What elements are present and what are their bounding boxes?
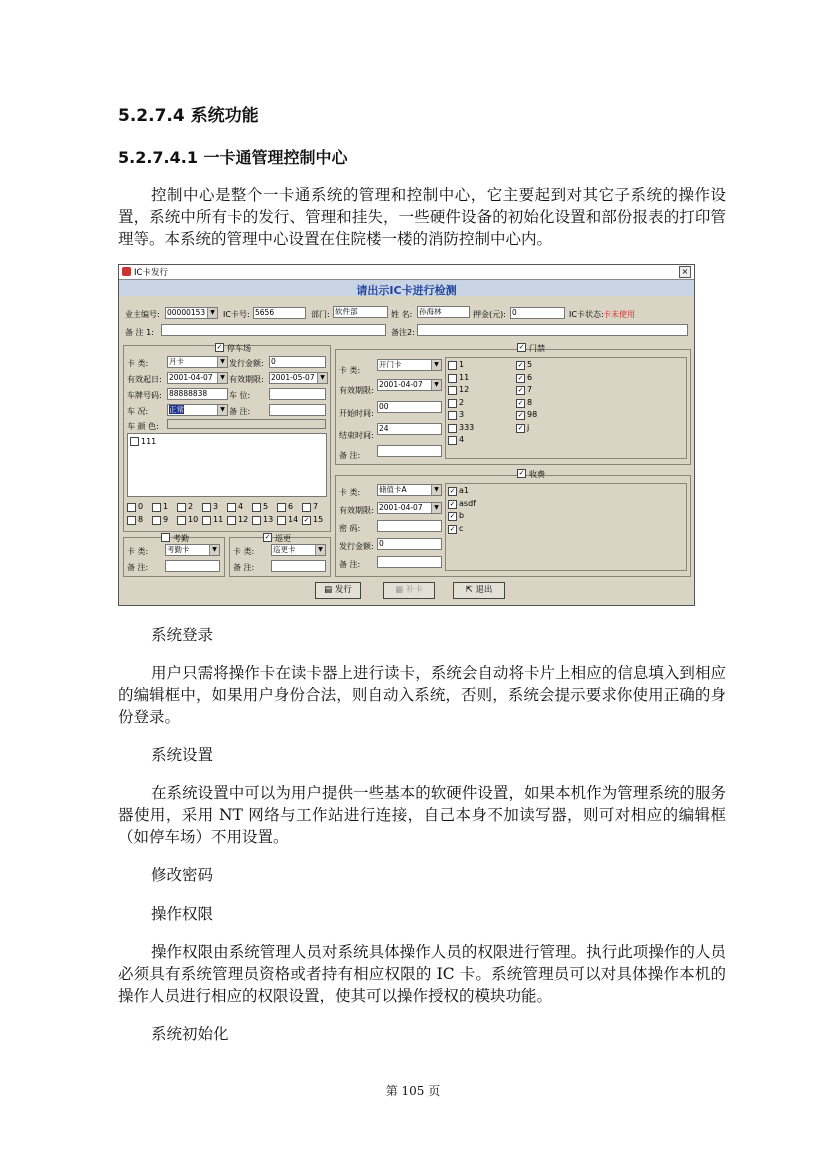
issue-icon: ▤: [324, 585, 335, 595]
permissions-paragraph: 操作权限由系统管理人员对系统具体操作人员的权限进行管理。执行此项操作的人员必须具有系统管理员资格或者持有相应权限的 IC 卡。系统管理员可以对具体操作本机的操作人员进行相应的权限设置，使其可以操作授权的模块功能。: [118, 943, 726, 1005]
item-label: 1: [163, 502, 169, 511]
exit-button[interactable]: [453, 582, 505, 599]
door-note-label: 备 注:: [339, 451, 361, 460]
fee-pwd-field[interactable]: [377, 520, 442, 532]
parking-cond-label: 车 况:: [127, 407, 149, 416]
chevron-down-icon: ▼: [431, 485, 441, 495]
renew-label: 补卡: [405, 585, 423, 595]
banner: [119, 280, 694, 296]
issue-button[interactable]: [315, 582, 361, 599]
item-checkbox[interactable]: [227, 516, 236, 525]
door-type-select[interactable]: [377, 359, 442, 371]
door-type-value: 开门卡: [379, 360, 402, 369]
fee-title: 收费: [529, 470, 545, 479]
fee-type-label: 卡 类:: [339, 488, 361, 497]
item-checkbox[interactable]: ✓: [517, 423, 524, 432]
owner-value: 00000153: [167, 308, 206, 317]
patrol-type-label: 卡 类:: [233, 547, 255, 556]
item-label: c: [459, 523, 464, 533]
name-label: 姓 名:: [391, 310, 413, 319]
item-checkbox[interactable]: ✓: [517, 386, 524, 394]
card-label: IC卡号:: [223, 310, 250, 319]
item-checkbox[interactable]: [127, 516, 136, 525]
app-icon: [122, 267, 131, 276]
item-checkbox[interactable]: [448, 386, 457, 395]
item-checkbox[interactable]: ✓: [517, 411, 524, 419]
item-label: 11: [459, 372, 470, 382]
fee-valid-value: 2001-04-07: [379, 503, 423, 512]
card-number-field[interactable]: 5656: [253, 307, 306, 319]
patrol-type-value: 巡更卡: [273, 545, 296, 554]
item-label: 12: [459, 385, 470, 394]
item-checkbox[interactable]: [448, 361, 457, 370]
fee-type-value: 储值卡A: [379, 485, 407, 494]
patrol-checkbox[interactable]: ✓: [264, 533, 271, 541]
fee-valid-label: 有效期限:: [339, 506, 374, 515]
door-open-label: 开始时间:: [339, 409, 374, 418]
item-label: 11: [213, 515, 224, 524]
parking-note-field[interactable]: [269, 404, 326, 416]
parking-end-label: 有效期限:: [229, 375, 264, 384]
attendance-type-label: 卡 类:: [127, 547, 149, 556]
item-label: 4: [238, 502, 244, 511]
fee-checkbox[interactable]: ✓: [518, 469, 525, 477]
parking-amount-field[interactable]: 0: [269, 356, 326, 368]
patrol-title: 巡更: [275, 534, 291, 543]
door-checkbox[interactable]: ✓: [518, 343, 525, 351]
parking-slot-label: 车 位:: [229, 391, 251, 400]
intro-paragraph: 控制中心是整个一卡通系统的管理和控制中心，它主要起到对其它子系统的操作设置，系统中所有卡的发行、管理和挂失，一些硬件设备的初始化设置和部份报表的打印管理等。本系统的管理中心设置在住院楼一楼的消防控制中心内。: [118, 186, 726, 248]
parking-type-value: 月卡: [169, 357, 184, 366]
item-label: 9: [163, 515, 169, 524]
deposit-field[interactable]: 0: [510, 307, 565, 319]
parking-color-field[interactable]: [167, 419, 326, 429]
item-label: 3: [459, 410, 465, 419]
list-item-checkbox[interactable]: [130, 437, 139, 446]
chevron-down-icon: ▼: [431, 503, 441, 513]
item-label: asdf: [459, 498, 476, 508]
parking-color-label: 车 颜 色:: [127, 422, 159, 431]
fee-valid-select[interactable]: [377, 502, 442, 514]
attendance-type-value: 考勤卡: [167, 545, 190, 554]
note2-field[interactable]: [417, 324, 688, 336]
renew-icon: ▦: [395, 585, 406, 595]
fee-amount-label: 发行金额:: [339, 542, 374, 551]
door-list[interactable]: [445, 357, 687, 459]
item-label: 2: [459, 397, 465, 407]
status-value: 卡未使用: [603, 310, 635, 319]
note2-label: 备注2:: [391, 328, 415, 337]
parking-note-label: 备 注:: [229, 407, 251, 416]
exit-label: 退出: [475, 585, 493, 595]
item-checkbox[interactable]: [448, 411, 457, 420]
item-checkbox[interactable]: [252, 516, 261, 525]
parking-plate-field[interactable]: 88888838: [167, 388, 228, 400]
dept-field[interactable]: 软件部: [333, 306, 388, 318]
parking-number-checkboxes: [127, 501, 329, 527]
chevron-down-icon: ▼: [207, 308, 217, 318]
item-label: 5: [263, 502, 269, 511]
owner-select[interactable]: [165, 307, 218, 319]
item-checkbox[interactable]: [202, 503, 211, 512]
parking-slot-field[interactable]: [269, 388, 326, 400]
item-checkbox[interactable]: [227, 503, 236, 512]
parking-type-label: 卡 类:: [127, 359, 149, 368]
item-checkbox[interactable]: [448, 399, 457, 408]
attendance-title: 考勤: [173, 534, 189, 543]
door-close-label: 结束时间:: [339, 431, 374, 440]
item-label: 10: [188, 515, 199, 524]
item-label: 4: [459, 435, 465, 444]
door-type-label: 卡 类:: [339, 366, 361, 375]
item-label: 15: [313, 515, 324, 524]
subheading-login: 系统登录: [151, 626, 214, 644]
item-checkbox[interactable]: [127, 503, 136, 512]
door-note-field[interactable]: [377, 445, 442, 457]
list-item: 111: [141, 437, 157, 446]
renew-button[interactable]: [383, 582, 435, 599]
attendance-type-select[interactable]: [165, 544, 220, 556]
chevron-down-icon: ▼: [217, 357, 227, 367]
parking-start-value: 2001-04-07: [169, 373, 213, 382]
item-label: 12: [238, 515, 249, 524]
item-checkbox[interactable]: [252, 503, 261, 512]
item-checkbox[interactable]: [202, 516, 211, 525]
deposit-label: 押金(元):: [473, 310, 506, 319]
login-paragraph: 用户只需将操作卡在读卡器上进行读卡，系统会自动将卡片上相应的信息填入到相应的编辑框中，如果用户身份合法，则自动入系统，否则，系统会提示要求你使用正确的身份登录。: [118, 664, 726, 726]
close-icon[interactable]: ×: [679, 266, 691, 278]
item-checkbox[interactable]: ✓: [449, 512, 456, 520]
dialog-title: IC卡发行: [134, 268, 168, 278]
status-label: IC卡状态:: [569, 310, 604, 319]
item-checkbox[interactable]: [152, 516, 161, 525]
parking-checkbox[interactable]: ✓: [216, 343, 223, 351]
attendance-note-field[interactable]: [165, 560, 220, 572]
subheading-password: 修改密码: [151, 866, 214, 884]
subheading-permissions: 操作权限: [151, 905, 214, 923]
item-checkbox[interactable]: [277, 516, 286, 525]
dialog-titlebar: [119, 265, 694, 280]
attendance-note-label: 备 注:: [127, 563, 149, 572]
fee-amount-field[interactable]: 0: [377, 538, 442, 550]
name-field[interactable]: 孙海林: [417, 306, 470, 318]
subheading-settings: 系统设置: [151, 746, 214, 764]
door-open-field[interactable]: 00: [377, 401, 442, 413]
dept-label: 部门:: [311, 310, 330, 319]
item-label: j: [527, 422, 530, 432]
chevron-down-icon: ▼: [431, 360, 441, 370]
door-title: 门禁: [529, 344, 545, 353]
note1-field[interactable]: [161, 324, 386, 336]
item-label: a1: [459, 486, 469, 495]
item-label: 8: [527, 397, 533, 407]
item-checkbox[interactable]: [448, 374, 457, 383]
settings-paragraph: 在系统设置中可以为用户提供一些基本的软硬件设置，如果本机作为管理系统的服务器使用，采用 NT 网络与工作站进行连接，自己本身不加读写器，则可对相应的编辑框（如停车场）不用设置。: [118, 784, 726, 846]
door-close-field[interactable]: 24: [377, 423, 442, 435]
parking-type-select[interactable]: [167, 356, 228, 368]
door-valid-select[interactable]: [377, 379, 442, 391]
chevron-down-icon: ▼: [217, 373, 227, 383]
item-checkbox[interactable]: ✓: [303, 516, 310, 524]
item-checkbox[interactable]: ✓: [517, 398, 524, 407]
item-label: 7: [313, 502, 319, 511]
chevron-down-icon: ▼: [315, 545, 325, 555]
item-label: 13: [263, 515, 274, 524]
attendance-checkbox[interactable]: [161, 533, 170, 542]
patrol-note-label: 备 注:: [233, 563, 255, 572]
item-label: 5: [527, 360, 533, 369]
fee-pwd-label: 密 码:: [339, 524, 361, 533]
fee-note-field[interactable]: [377, 556, 442, 568]
section-heading-control-center: 5.2.7.4.1 一卡通管理控制中心: [118, 148, 348, 167]
item-checkbox[interactable]: [302, 503, 311, 512]
item-checkbox[interactable]: [448, 424, 457, 433]
parking-start-select[interactable]: [167, 372, 228, 384]
chevron-down-icon: ▼: [217, 405, 227, 415]
item-label: b: [459, 511, 465, 520]
parking-plate-label: 车牌号码:: [127, 391, 162, 400]
note1-label: 备 注 1:: [125, 328, 154, 337]
item-checkbox[interactable]: [277, 503, 286, 512]
item-label: 8: [138, 515, 144, 524]
item-checkbox[interactable]: ✓: [449, 499, 456, 508]
chevron-down-icon: ▼: [431, 380, 441, 390]
door-valid-value: 2001-04-07: [379, 380, 423, 389]
page-number: 第 105 页: [385, 1084, 441, 1098]
item-checkbox[interactable]: [152, 503, 161, 512]
item-checkbox[interactable]: ✓: [517, 361, 524, 369]
item-label: 7: [527, 385, 533, 394]
parking-title: 停车场: [227, 344, 251, 353]
item-label: 0: [138, 502, 144, 511]
parking-list[interactable]: [127, 433, 327, 497]
section-heading-system-functions: 5.2.7.4 系统功能: [118, 106, 259, 126]
owner-label: 业主编号:: [125, 310, 160, 319]
item-label: 98: [527, 410, 538, 419]
parking-cond-value: 正常: [169, 405, 184, 414]
item-label: 333: [459, 422, 475, 432]
item-checkbox[interactable]: ✓: [449, 524, 456, 533]
exit-icon: ⇱: [465, 585, 476, 595]
patrol-type-select[interactable]: [271, 544, 326, 556]
issue-label: 发行: [334, 585, 352, 595]
parking-end-select[interactable]: [269, 372, 328, 384]
item-checkbox[interactable]: ✓: [449, 487, 456, 495]
parking-amount-label: 发行金额:: [229, 359, 264, 368]
item-label: 6: [288, 502, 294, 511]
parking-cond-select[interactable]: [167, 404, 228, 416]
fee-list[interactable]: [445, 483, 687, 571]
door-valid-label: 有效期限:: [339, 386, 374, 395]
item-checkbox[interactable]: ✓: [517, 373, 524, 382]
subheading-init: 系统初始化: [151, 1025, 229, 1043]
item-checkbox[interactable]: [177, 516, 186, 525]
item-label: 6: [527, 372, 533, 382]
parking-end-value: 2001-05-07: [271, 373, 315, 382]
patrol-note-field[interactable]: [271, 560, 326, 572]
item-label: 3: [213, 502, 219, 511]
parking-start-label: 有效起日:: [127, 375, 162, 384]
item-checkbox[interactable]: [177, 503, 186, 512]
fee-type-select[interactable]: [377, 484, 442, 496]
item-checkbox[interactable]: [448, 436, 457, 445]
banner-text: 请出示IC卡进行检测: [356, 284, 457, 297]
item-label: 1: [459, 360, 465, 369]
chevron-down-icon: ▼: [317, 373, 327, 383]
item-label: 2: [188, 502, 194, 511]
fee-note-label: 备 注:: [339, 560, 361, 569]
chevron-down-icon: ▼: [209, 545, 219, 555]
ic-card-issue-dialog: [118, 264, 695, 606]
item-label: 14: [288, 515, 299, 524]
